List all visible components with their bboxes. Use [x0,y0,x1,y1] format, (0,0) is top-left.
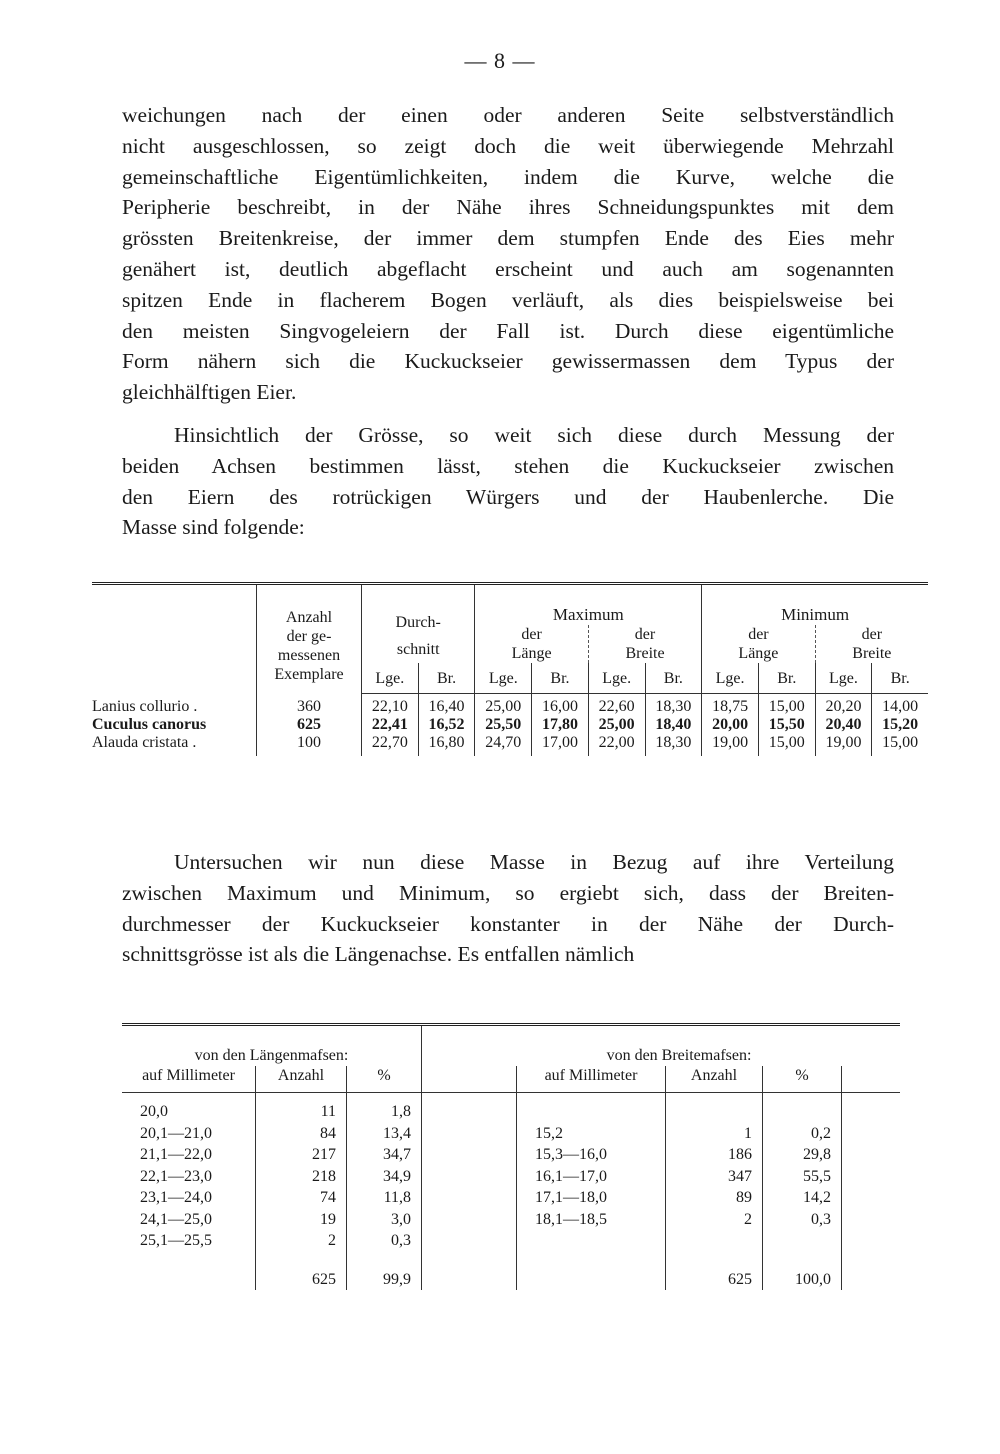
minimum-header: Minimum [702,584,928,626]
table-row [122,1144,900,1166]
table-row [122,1187,900,1209]
paragraph-size-intro [122,420,894,543]
cell: 20,0 [140,1103,168,1120]
cell [517,1230,666,1252]
length-group-header: von den Längenmafsen: [122,1025,422,1067]
cell: 18,1—18,5 [517,1209,666,1231]
cell: 25,1—25,5 [140,1232,212,1249]
spacer [517,1252,666,1290]
spacer [842,1166,901,1188]
header-text: messenen [277,647,341,665]
cell: 25,00 [588,716,645,734]
cell: 29,8 [763,1144,842,1166]
cell: 15,00 [758,734,815,756]
text-line: grössten Breitenkreise, der immer dem stumpfen Ende des Eies mehr [122,226,894,251]
header-text: schnitt [396,641,440,658]
cell: 13,4 [347,1123,422,1145]
cell: 2 [666,1209,763,1231]
col-millimeter: auf Millimeter [517,1066,666,1093]
cell: 11,8 [347,1187,422,1209]
cell: 16,40 [418,694,475,717]
col-br: Br. [645,663,702,694]
table-row [122,1093,900,1123]
cell: 20,1—21,0 [140,1124,212,1142]
col-percent: % [763,1066,842,1093]
cell: 22,41 [362,716,419,734]
header-text: Breite [852,645,892,662]
header-text: Durch- [395,614,441,631]
table-row [122,1166,900,1188]
min-length-header [702,625,815,663]
text-line: genähert ist, deutlich abgeflacht erscheint und auch am sogenannten [122,256,894,281]
cell: 17,00 [532,734,589,756]
cell: 16,80 [418,734,475,756]
header-text: Länge [511,645,552,662]
text-line: beiden Achsen bestimmen lässt, stehen die Kuckuckseier zwischen [122,453,894,478]
cell [517,1093,666,1123]
header-text: der [748,626,769,643]
total-percent: 100,0 [763,1252,842,1290]
col-br: Br. [418,663,475,694]
cell: 17,1—18,0 [517,1187,666,1209]
cell: 18,30 [645,694,702,717]
cell: 22,60 [588,694,645,717]
cell: 0,3 [763,1209,842,1231]
spacer [422,1144,517,1166]
text-line: schnittsgrösse ist als die Längenachse. Es entfallen nämlich [122,942,635,967]
cell: 14,00 [872,694,928,717]
cell: 22,1—23,0 [140,1167,212,1185]
cell: 11 [256,1093,347,1123]
paragraph-distribution-intro [122,847,894,970]
cell: 24,70 [475,734,532,756]
cell: 17,80 [532,716,589,734]
cell: 20,00 [702,716,759,734]
table-row [92,716,928,734]
text-line: Masse sind folgende: [122,515,305,540]
spacer [422,1166,517,1188]
text-line: gleichhälftigen Eier. [122,380,297,405]
header-text: Länge [738,645,779,662]
cell: 15,00 [758,694,815,717]
cell: 22,00 [588,734,645,756]
cell: 1 [666,1123,763,1145]
text-line: Untersuchen wir nun diese Masse in Bezug auf ihre Verteilung [174,850,894,874]
cell [666,1093,763,1123]
spacer [842,1093,901,1123]
header-text: der [634,626,656,643]
cell: 55,5 [763,1166,842,1188]
spacer [842,1144,901,1166]
col-br: Br. [872,663,928,694]
spacer [842,1209,901,1231]
cell: 1,8 [347,1093,422,1123]
total-percent: 99,9 [347,1252,422,1290]
cell: 19,00 [702,734,759,756]
cell: 34,9 [347,1166,422,1188]
spacer [842,1066,901,1093]
paragraph-shape-description [122,100,894,408]
page-number: — 8 — [464,48,536,73]
total-count: 625 [666,1252,763,1290]
cell: 0,3 [347,1230,422,1252]
average-header [362,584,475,664]
cell: 18,75 [702,694,759,717]
cell: 625 [257,716,362,734]
table-row [92,694,928,717]
table-row [122,1123,900,1145]
max-length-header [475,625,588,663]
spacer [422,1066,517,1093]
cell: 15,3—16,0 [517,1144,666,1166]
species-name: Lanius collurio . [92,697,198,715]
total-count: 625 [256,1252,347,1290]
cell: 22,70 [362,734,419,756]
col-percent: % [347,1066,422,1093]
text-line: zwischen Maximum und Minimum, so ergiebt sich, dass der Breiten- [122,880,894,905]
cell: 217 [256,1144,347,1166]
cell: 15,00 [872,734,928,756]
species-name: Cuculus canorus [92,716,207,733]
col-count: Anzahl [256,1066,347,1093]
text-line: den Eiern des rotrückigen Würgers und der Haubenlerche. Die [122,484,894,509]
table-row [122,1230,900,1252]
spacer [422,1025,517,1067]
cell: 18,30 [645,734,702,756]
cell: 19,00 [815,734,872,756]
text-line: weichungen nach der einen oder anderen Seite selbstverständlich [122,103,894,127]
cell: 100 [257,734,362,756]
header-text: der ge- [286,628,332,646]
max-width-header [588,625,701,663]
cell: 74 [256,1187,347,1209]
cell: 186 [666,1144,763,1166]
spacer [842,1252,901,1290]
egg-measurements-table [92,582,928,756]
cell: 16,52 [418,716,475,734]
cell: 15,20 [872,716,928,734]
col-lge: Lge. [702,663,759,694]
cell: 25,00 [475,694,532,717]
cell: 0,2 [763,1123,842,1145]
total-row [122,1252,900,1290]
col-lge: Lge. [475,663,532,694]
table-row [122,1209,900,1231]
cell: 23,1—24,0 [140,1189,212,1206]
col-lge: Lge. [815,663,872,694]
col-br: Br. [532,663,589,694]
cell: 20,20 [815,694,872,717]
col-millimeter: auf Millimeter [122,1066,256,1093]
table-row [92,734,928,756]
count-header [257,584,362,694]
cell [763,1093,842,1123]
text-line: Hinsichtlich der Grösse, so weit sich diese durch Messung der [174,423,894,447]
col-br: Br. [758,663,815,694]
spacer [122,1252,256,1290]
spacer [422,1209,517,1231]
header-text: Anzahl [285,609,333,627]
header-text: Breite [625,645,665,662]
spacer [842,1123,901,1145]
spacer [422,1187,517,1209]
col-count: Anzahl [666,1066,763,1093]
cell: 18,40 [645,716,702,734]
text-line: gemeinschaftliche Eigentümlichkeiten, indem die Kurve, welche die [122,164,894,189]
text-line: den meisten Singvogeleiern der Fall ist. Durch diese eigentümliche [122,318,894,343]
spacer [842,1187,901,1209]
cell: 21,1—22,0 [140,1146,212,1163]
header-text: der [521,626,542,643]
distribution-table [122,1023,900,1290]
spacer [422,1252,517,1290]
cell: 20,40 [815,716,872,734]
text-line: durchmesser der Kuckuckseier konstanter in der Nähe der Durch- [122,911,894,936]
col-lge: Lge. [588,663,645,694]
cell: 15,50 [758,716,815,734]
cell: 24,1—25,0 [140,1210,212,1228]
cell: 3,0 [347,1209,422,1231]
cell: 89 [666,1187,763,1209]
cell: 22,10 [362,694,419,717]
spacer [422,1123,517,1145]
cell: 15,2 [517,1123,666,1145]
spacer [422,1230,517,1252]
header-text: der [861,626,883,643]
cell [763,1230,842,1252]
cell: 218 [256,1166,347,1188]
cell: 347 [666,1166,763,1188]
cell: 84 [256,1123,347,1145]
spacer [422,1093,517,1123]
cell: 2 [256,1230,347,1252]
species-header [92,584,257,694]
header-text: Exemplare [274,666,344,684]
cell: 25,50 [475,716,532,734]
cell: 34,7 [347,1144,422,1166]
species-name: Alauda cristata . [92,734,197,751]
min-width-header [815,625,928,663]
cell: 16,1—17,0 [517,1166,666,1188]
text-line: nicht ausgeschlossen, so zeigt doch die weit überwiegende Mehrzahl [122,133,894,158]
spacer [842,1025,901,1067]
text-line: Peripherie beschreibt, in der Nähe ihres Schneidungspunktes mit dem [122,195,894,220]
cell: 16,00 [532,694,589,717]
cell: 360 [257,694,362,717]
cell [666,1230,763,1252]
width-group-header: von den Breitemafsen: [517,1025,842,1067]
cell: 19 [256,1209,347,1231]
maximum-header: Maximum [475,584,702,626]
cell: 14,2 [763,1187,842,1209]
text-line: Form nähern sich die Kuckuckseier gewissermassen dem Typus der [122,349,894,374]
spacer [842,1230,901,1252]
text-line: spitzen Ende in flacherem Bogen verläuft, als dies beispielsweise bei [122,287,894,312]
col-lge: Lge. [362,663,419,694]
